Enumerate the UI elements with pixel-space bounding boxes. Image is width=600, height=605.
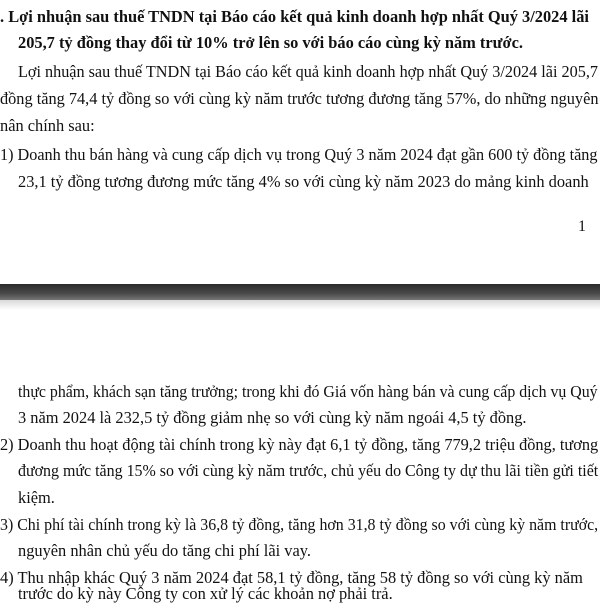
intro-paragraph-line-2: đồng tăng 74,4 tỷ đồng so với cùng kỳ năm trước tương đương tăng 57%, do những nguyên bbox=[0, 89, 599, 108]
intro-paragraph-line-3: nân chính sau: bbox=[0, 116, 95, 135]
item-1-continued-line-2: 3 năm 2024 là 232,5 tỷ đồng giảm nhẹ so với cùng kỳ năm ngoái 4,5 tỷ đồng. bbox=[18, 408, 527, 427]
item-2-line-3: kiệm. bbox=[18, 488, 55, 507]
page-break-shadow bbox=[0, 300, 600, 310]
item-3-line-1: 3) Chi phí tài chính trong kỳ là 36,8 tỷ đồng, tăng hơn 31,8 tỷ đồng so với cùng kỳ năm trước, bbox=[0, 515, 599, 534]
page-number: 1 bbox=[578, 218, 586, 235]
section-heading-line-1: . Lợi nhuận sau thuế TNDN tại Báo cáo kết quả kinh doanh hợp nhất Quý 3/2024 lãi bbox=[0, 7, 589, 26]
item-1-line-2: 23,1 tỷ đồng tương đương mức tăng 4% so với cùng kỳ năm 2023 do mảng kinh doanh bbox=[18, 172, 589, 191]
intro-paragraph-line-1: Lợi nhuận sau thuế TNDN tại Báo cáo kết quả kinh doanh hợp nhất Quý 3/2024 lãi 205,7 bbox=[18, 62, 598, 81]
section-heading-line-2: 205,7 tỷ đồng thay đổi từ 10% trở lên so với báo cáo cùng kỳ năm trước. bbox=[18, 33, 523, 52]
item-3-line-2: nguyên nhân chủ yếu do tăng chi phí lãi vay. bbox=[18, 541, 311, 560]
item-4-line-2: trước do kỳ này Công ty con xử lý các khoản nợ phải trả. bbox=[18, 584, 393, 603]
item-1-line-1: 1) Doanh thu bán hàng và cung cấp dịch vụ trong Quý 3 năm 2024 đạt gần 600 tỷ đồng tăng bbox=[0, 145, 598, 164]
item-1-continued-line-1: thực phẩm, khách sạn tăng trưởng; trong khi đó Giá vốn hàng bán và cung cấp dịch vụ Quý bbox=[18, 382, 598, 401]
item-2-line-1: 2) Doanh thu hoạt động tài chính trong kỳ này đạt 6,1 tỷ đồng, tăng 779,2 triệu đồng, tương bbox=[0, 435, 599, 454]
page-break-separator bbox=[0, 284, 600, 300]
item-2-line-2: đương mức tăng 15% so với cùng kỳ năm trước, chủ yếu do Công ty dự thu lãi tiền gửi tiết bbox=[18, 461, 599, 480]
item-4-line-1: 4) Thu nhập khác Quý 3 năm 2024 đạt 58,1 tỷ đồng, tăng 58 tỷ đồng so với cùng kỳ năm bbox=[0, 568, 583, 587]
